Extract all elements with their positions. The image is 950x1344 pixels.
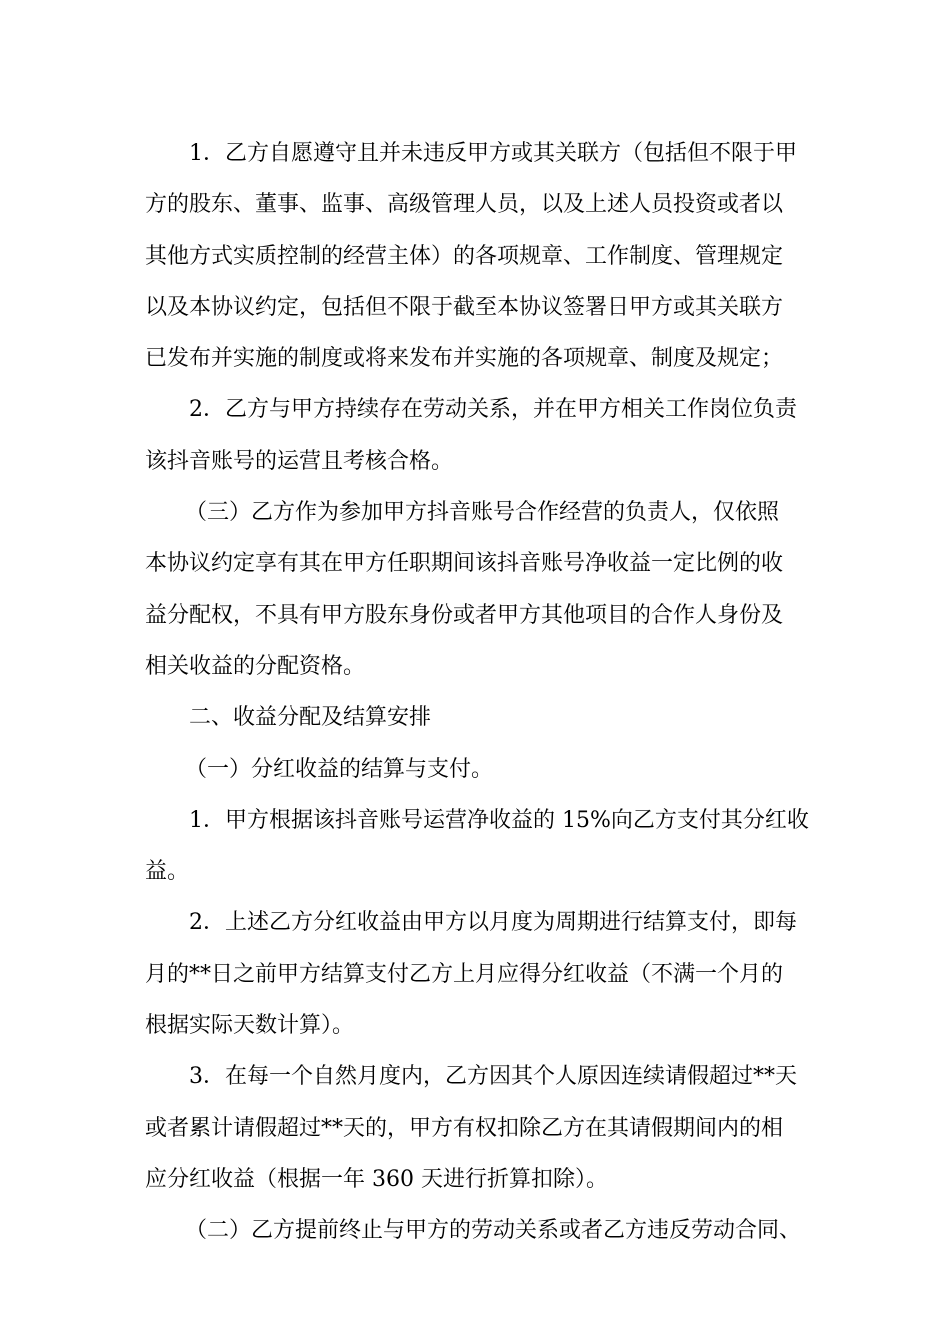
clause-paragraph	[145, 487, 825, 692]
text-line: 相关收益的分配资格。	[145, 653, 366, 679]
text-line: 其他方式实质控制的经营主体）的各项规章、工作制度、管理规定	[145, 243, 784, 269]
text-line: 二、收益分配及结算安排	[189, 705, 432, 731]
text-line: （三）乙方作为参加甲方抖音账号合作经营的负责人，仅依照	[185, 500, 780, 526]
text-line: 益。	[145, 859, 190, 885]
clause-paragraph	[145, 795, 825, 898]
text-line: 2．上述乙方分红收益由甲方以月度为周期进行结算支付，即每	[189, 910, 797, 936]
text-line: 以及本协议约定，包括但不限于截至本协议签署日甲方或其关联方	[145, 294, 784, 320]
text-line: 方的股东、董事、监事、高级管理人员，以及上述人员投资或者以	[145, 192, 784, 218]
text-line: 或者累计请假超过**天的，甲方有权扣除乙方在其请假期间内的相	[145, 1115, 784, 1141]
text-line: 益分配权，不具有甲方股东身份或者甲方其他项目的合作人身份及	[145, 602, 784, 628]
section-heading	[145, 692, 825, 743]
text-line: 月的**日之前甲方结算支付乙方上月应得分红收益（不满一个月的	[145, 961, 784, 987]
clause-paragraph	[145, 897, 825, 1051]
text-line: （一）分红收益的结算与支付。	[185, 756, 494, 782]
clause-paragraph	[145, 128, 825, 384]
clause-paragraph	[145, 1051, 825, 1205]
text-line: 1．甲方根据该抖音账号运营净收益的 15%向乙方支付其分红收	[189, 807, 809, 833]
clause-paragraph	[145, 384, 825, 487]
text-line: 2．乙方与甲方持续存在劳动关系，并在甲方相关工作岗位负责	[189, 397, 797, 423]
text-line: 应分红收益（根据一年 360 天进行折算扣除）。	[145, 1166, 608, 1192]
text-line: 1．乙方自愿遵守且并未违反甲方或其关联方（包括但不限于甲	[189, 141, 797, 166]
text-line: 本协议约定享有其在甲方任职期间该抖音账号净收益一定比例的收	[145, 551, 784, 577]
text-line: （二）乙方提前终止与甲方的劳动关系或者乙方违反劳动合同、	[185, 1218, 802, 1244]
text-line: 该抖音账号的运营且考核合格。	[145, 448, 454, 474]
subsection-heading	[145, 744, 825, 795]
text-line: 已发布并实施的制度或将来发布并实施的各项规章、制度及规定；	[145, 346, 784, 372]
text-line: 根据实际天数计算）。	[145, 1013, 355, 1039]
subsection-heading	[145, 1205, 825, 1256]
document-body	[145, 128, 825, 1257]
text-line: 3．在每一个自然月度内，乙方因其个人原因连续请假超过**天	[189, 1064, 797, 1090]
